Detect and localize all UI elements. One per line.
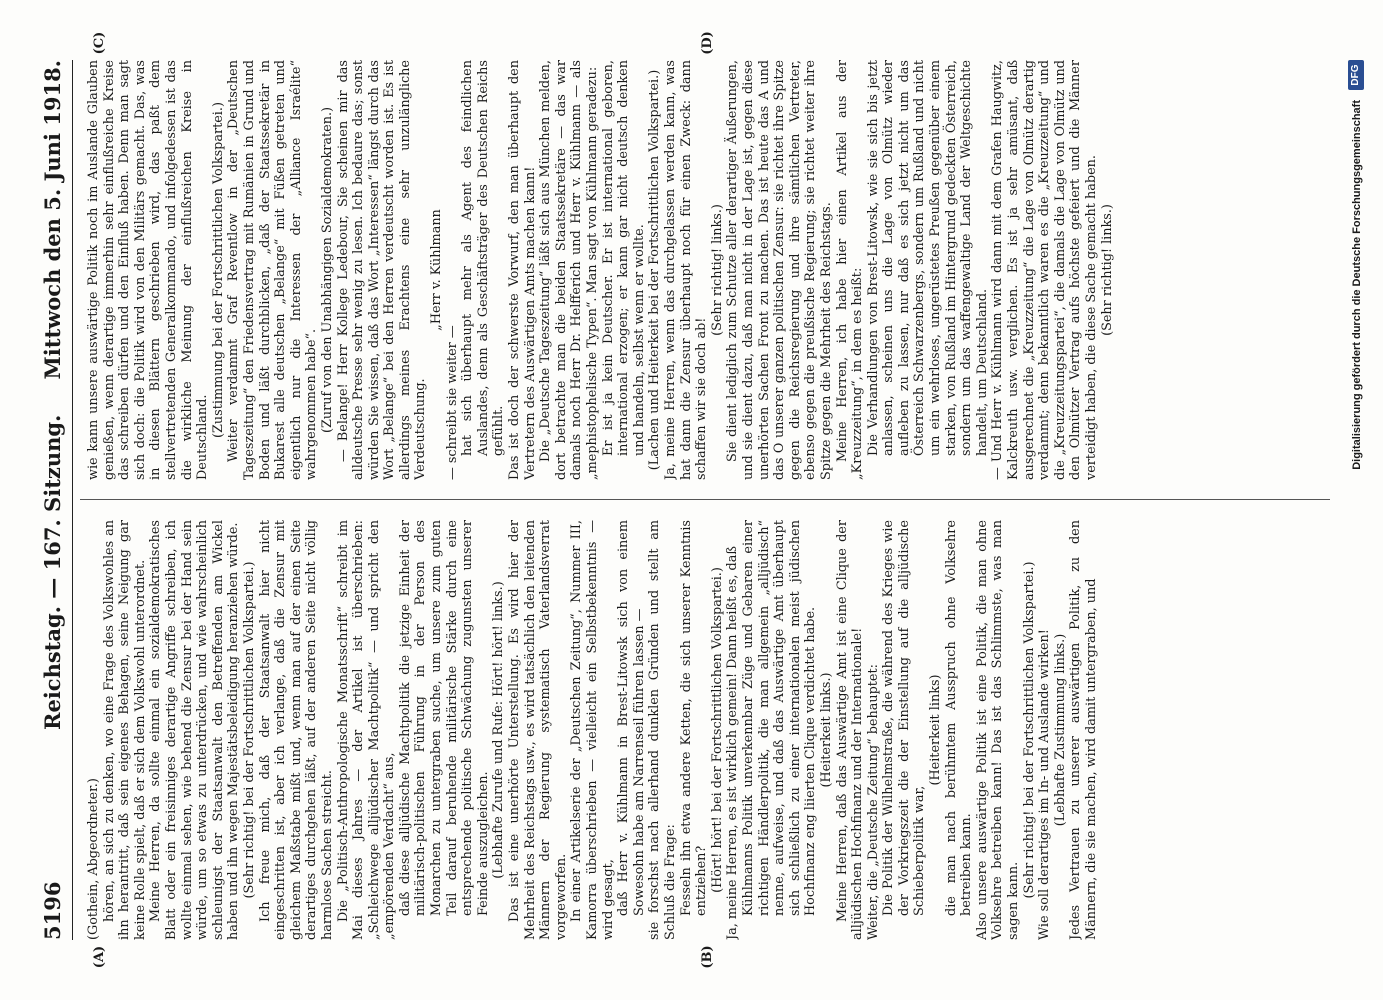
page-number: 5196	[40, 881, 65, 940]
paragraph: daß diese alljüdische Machtpolitik die jetzige Einheit der militärisch-politischen Führung in der Person des Monarchen zu untergraben suche, um unsere zum guten Teil darauf beruhende militärische Stärke durch eine entsprechende politische Schwächung zugunsten unserer Feinde auszugleichen.	[397, 520, 491, 916]
paragraph: Meine Herren, ich habe hier einen Artikel aus der „Kreuzzeitung“, in dem es heißt:	[834, 60, 866, 480]
paragraph: (Sehr richtig! bei der Fortschrittlichen Volkspartei.)	[241, 561, 257, 899]
paragraph: Sie dient lediglich zum Schutze aller derartiger Äußerungen, und sie dient dazu, daß man nicht in der Lage ist, gegen diese unerhörten Sachen Front zu machen. Das ist heute das A und das O unserer ganzen politischen Zensur: sie richtet ihre Spitze gegen die Reichsregierung und ihre sämtlichen Vertreter, ebenso gegen die preußische Regierung; sie richtet weiter ihre Spitze gegen die Mehrheit des Reichstags.	[725, 60, 834, 480]
paragraph: (Heiterkeit links.)	[818, 672, 834, 788]
paragraph: — Und Herr v. Kühlmann wird dann mit dem Grafen Haugwitz, Kalckreuth usw. verglichen. Es ist ja sehr amüsant, daß ausgerechnet die „Kreuzzeitung“ die Lage von Olmütz derartig verdammt; denn bekanntlich waren es die „Kreuzzeitung“ und die „Kreuzzeitungspartei“, die damals die Lage von Olmütz und den Olmützer Vertrag aufs höchste gefeiert und die Männer verteidigt haben, die diese Sache gemacht haben.	[990, 60, 1099, 480]
paragraph: hat sich überhaupt mehr als Agent des feindlichen Auslandes, denn als Geschäftsträger des Deutschen Reichs gefühlt.	[460, 60, 507, 456]
digitization-credit: Digitalisierung gefördert durch die Deutsche Forschungsgemeinschaft	[1351, 100, 1363, 470]
paragraph: Meine Herren, da sollte einmal ein sozialdemokratisches Blatt oder ein freisinniges derartige Angriffe schreiben, ich wollte einmal sehen, wie behend die Zensur bei der Hand sein würde, um so etwas zu unterdrücken, und wie wahrscheinlich schleunigst der Staatsanwalt den Betreffenden am Wickel haben und ihn wegen Majestätsbeleidigung heranziehen würde.	[148, 520, 242, 940]
paragraph: „Herr v. Kühlmann	[429, 209, 445, 331]
paragraph: (Hört! hört! bei der Fortschrittlichen Volkspartei.)	[709, 567, 725, 893]
paragraph: Jedes Vertrauen zu unserer auswärtigen Politik, zu den Männern, die sie machen, wird damit untergraben, und	[1068, 520, 1099, 940]
margin-marker-d: (D)	[700, 31, 715, 55]
dfg-logo: DFG	[1348, 60, 1364, 90]
paragraph: (Zuruf von den Unabhängigen Sozialdemokraten.)	[319, 106, 335, 434]
paragraph: Also unsere auswärtige Politik ist eine Politik, die man ohne Volksehre betreiben kann! Das ist das Schlimmste, was man sagen kann.	[974, 520, 1022, 940]
paragraph: sie forschst nach allerhand dunklen Gründen und stellt am Schluß die Frage:	[647, 520, 678, 940]
paragraph: (Lebhafte Zurufe und Rufe: Hört! hört! links.)	[491, 581, 507, 879]
paragraph: Weiter verdammt Graf Reventlow in der „Deutschen Tageszeitung“ den Friedensvertrag mit Rumänien in Grund und Boden und läßt durchblicken, „daß der Staatssekretär in Bukarest alle deutschen „Belange“ mit Füßen getreten und eigentlich nur die Interessen der „Alliance Israélite“ wahrgenommen habe“.	[226, 60, 320, 480]
right-text-column	[86, 60, 1326, 480]
paragraph: Kühlmanns Politik unverkennbar Züge und Gebaren einer richtigen Händlerpolitik, die man allgemein „alljüdisch“ nenne, aufweise, und daß das Auswärtige Amt überhaupt sich schließlich zu einer internationalen meist jüdischen Hochfinanz eng liierten Clique verdichtet habe.	[740, 520, 819, 916]
paragraph: hören, an sich zu denken, wo eine Frage des Volkswohles an ihn herantritt, daß sein eigenes Behagen, seine Neigung gar keine Rolle spielt, daß er sich dem Volkswohl unterordnet.	[101, 520, 148, 940]
session-title: Reichstag. — 167. Sitzung.	[40, 414, 65, 730]
paragraph: Fesseln ihn etwa andere Ketten, die sich unserer Kenntnis entziehen?	[678, 520, 710, 916]
paragraph: Meine Herren, daß das Auswärtige Amt ist eine Clique der alljüdischen Hochfinanz und der Internationale!	[834, 520, 866, 940]
paragraph: (Heiterkeit links)	[928, 674, 944, 786]
paragraph: Die Politik der Wilhelmstraße, die während des Krieges wie der Vorkriegszeit die der Einstellung auf die alljüdische Schieberpolitik war,	[881, 520, 928, 916]
paragraph: Die „Deutsche Tageszeitung“ läßt sich aus München melden, dort betrachte man die beiden Staatssekretäre — das war damals noch Herr Dr. Helfferich und Herr v. Kühlmann — als „mephistophelische Typen“. Man sagt von Kühlmann geradezu:	[538, 60, 600, 480]
paragraph: Ja, meine Herren, wenn das durchgelassen werden kann, was hat dann die Zensur überhaupt noch für einen Zweck: dann schaffen wir sie doch ab!	[662, 60, 710, 480]
session-date: Mittwoch den 5. Juni 1918.	[40, 60, 65, 380]
paragraph: Weiter, die „Deutsche Zeitung“ behauptet:	[865, 664, 881, 940]
column-divider	[80, 499, 1330, 500]
paragraph: — schreibt sie weiter —	[444, 325, 460, 480]
paragraph: Das ist eine unerhörte Unterstellung. Es wird hier der Mehrheit des Reichstags usw., es wird tatsächlich den leitenden Männern der Regierung systematisch Vaterlandsverrat vorgeworfen.	[507, 520, 569, 940]
paragraph: die man nach berühmtem Ausspruch ohne Volksehre betreiben kann.	[943, 520, 975, 916]
margin-marker-c: (C)	[92, 31, 107, 55]
paragraph: Wie soll derartiges im In- und Auslande wirken!	[1037, 629, 1053, 940]
paragraph: (Sehr richtig! links.)	[1099, 204, 1115, 336]
paragraph: Die Verhandlungen von Brest-Litowsk, wie sie sich bis jetzt anlassen, scheinen uns die Lage von Olmütz wieder aufleben zu lassen, nur daß es sich jetzt nicht um das Österreich Schwarzenbergs, sondern um Rußland und nicht um ein wehrloses, ungerüstetes Preußen gegenüber einem starken, von Rußland im Hintergrund gedeckten Österreich, sondern um das waffengewaltige Land der Weltgeschichte handelt, um Deutschland.	[865, 60, 990, 456]
paragraph: wie kann unsere auswärtige Politik noch im Auslande Glauben genießen, wenn derartige immerhin sehr einflußreiche Kreise das schreiben dürfen und den Einfluß haben. Denn man sagt sich doch: die Politik wird von den Militärs gemacht. Das, was in diesen Blättern geschrieben wird, das paßt dem stellvertretenden Generalkommando, und infolgedessen ist das die wirkliche Meinung der einflußreichen Kreise in Deutschland.	[86, 60, 211, 480]
margin-marker-a: (A)	[92, 945, 107, 969]
paragraph: (Lachen und Heiterkeit bei der Fortschrittlichen Volkspartei.)	[647, 69, 663, 471]
paragraph: In einer Artikelserie der „Deutschen Zeitung“, Nummer III, Kamorra überschrieben — vielleicht ein Selbstbekenntnis — wird gesagt,	[569, 520, 616, 940]
paragraph: daß Herr v. Kühlmann in Brest-Litowsk sich von einem Sowesohn habe am Narrenseil führen lassen —	[616, 520, 647, 916]
left-text-column	[86, 520, 1326, 940]
paragraph: Ja, meine Herren, es ist wirklich gemein! Dann heißt es, daß	[725, 546, 741, 940]
page-header	[34, 60, 73, 940]
paragraph: (Zustimmung bei der Fortschrittlichen Volkspartei.)	[210, 102, 226, 438]
page-footer	[1347, 60, 1369, 940]
paragraph: Ich freue mich, daß der Staatsanwalt hier nicht eingeschritten ist, aber ich verlange, daß die Zensur mit gleichem Maßstabe mißt und, wenn man auf der einen Seite derartiges durchgehen läßt, auf der anderen Seite nicht völlig harmlose Sachen streicht.	[257, 520, 335, 940]
paragraph: (Sehr richtig! links.)	[709, 204, 725, 336]
paragraph: (Sehr richtig! bei der Fortschrittlichen Volkspartei.)	[1021, 561, 1037, 899]
paragraph: — Belange! Herr Kollege Ledebour, Sie scheinen mir das alldeutsche Presse sehr wenig zu lesen. Ich bedaure das; sonst würden Sie wissen, daß das Wort „Interessen“ längst durch das Wort „Belange“ bei den Herren verdeutscht worden ist. Es ist allerdings meines Erachtens eine sehr unzulängliche Verdeutschung.	[335, 60, 429, 480]
margin-marker-b: (B)	[700, 945, 715, 969]
paragraph: Er ist ja kein Deutscher. Er ist international geboren, international erzogen; er kann gar nicht deutsch denken und handeln, selbst wenn er wollte.	[600, 60, 647, 456]
paragraph: Die „Politisch-Anthropologische Monatsschrift“ schreibt im Mai dieses Jahres — der Artikel ist überschrieben: „Schleichwege alljüdischer Machtpolitik“ — und spricht den „empörenden Verdacht“ aus,	[335, 520, 398, 940]
paragraph: (Gothein, Abgeordneter.)	[86, 778, 101, 940]
paragraph: Das ist doch der schwerste Vorwurf, den man überhaupt den Vertretern des Auswärtigen Amts machen kann!	[507, 60, 538, 480]
paragraph: (Lebhafte Zustimmung links.)	[1052, 633, 1068, 827]
